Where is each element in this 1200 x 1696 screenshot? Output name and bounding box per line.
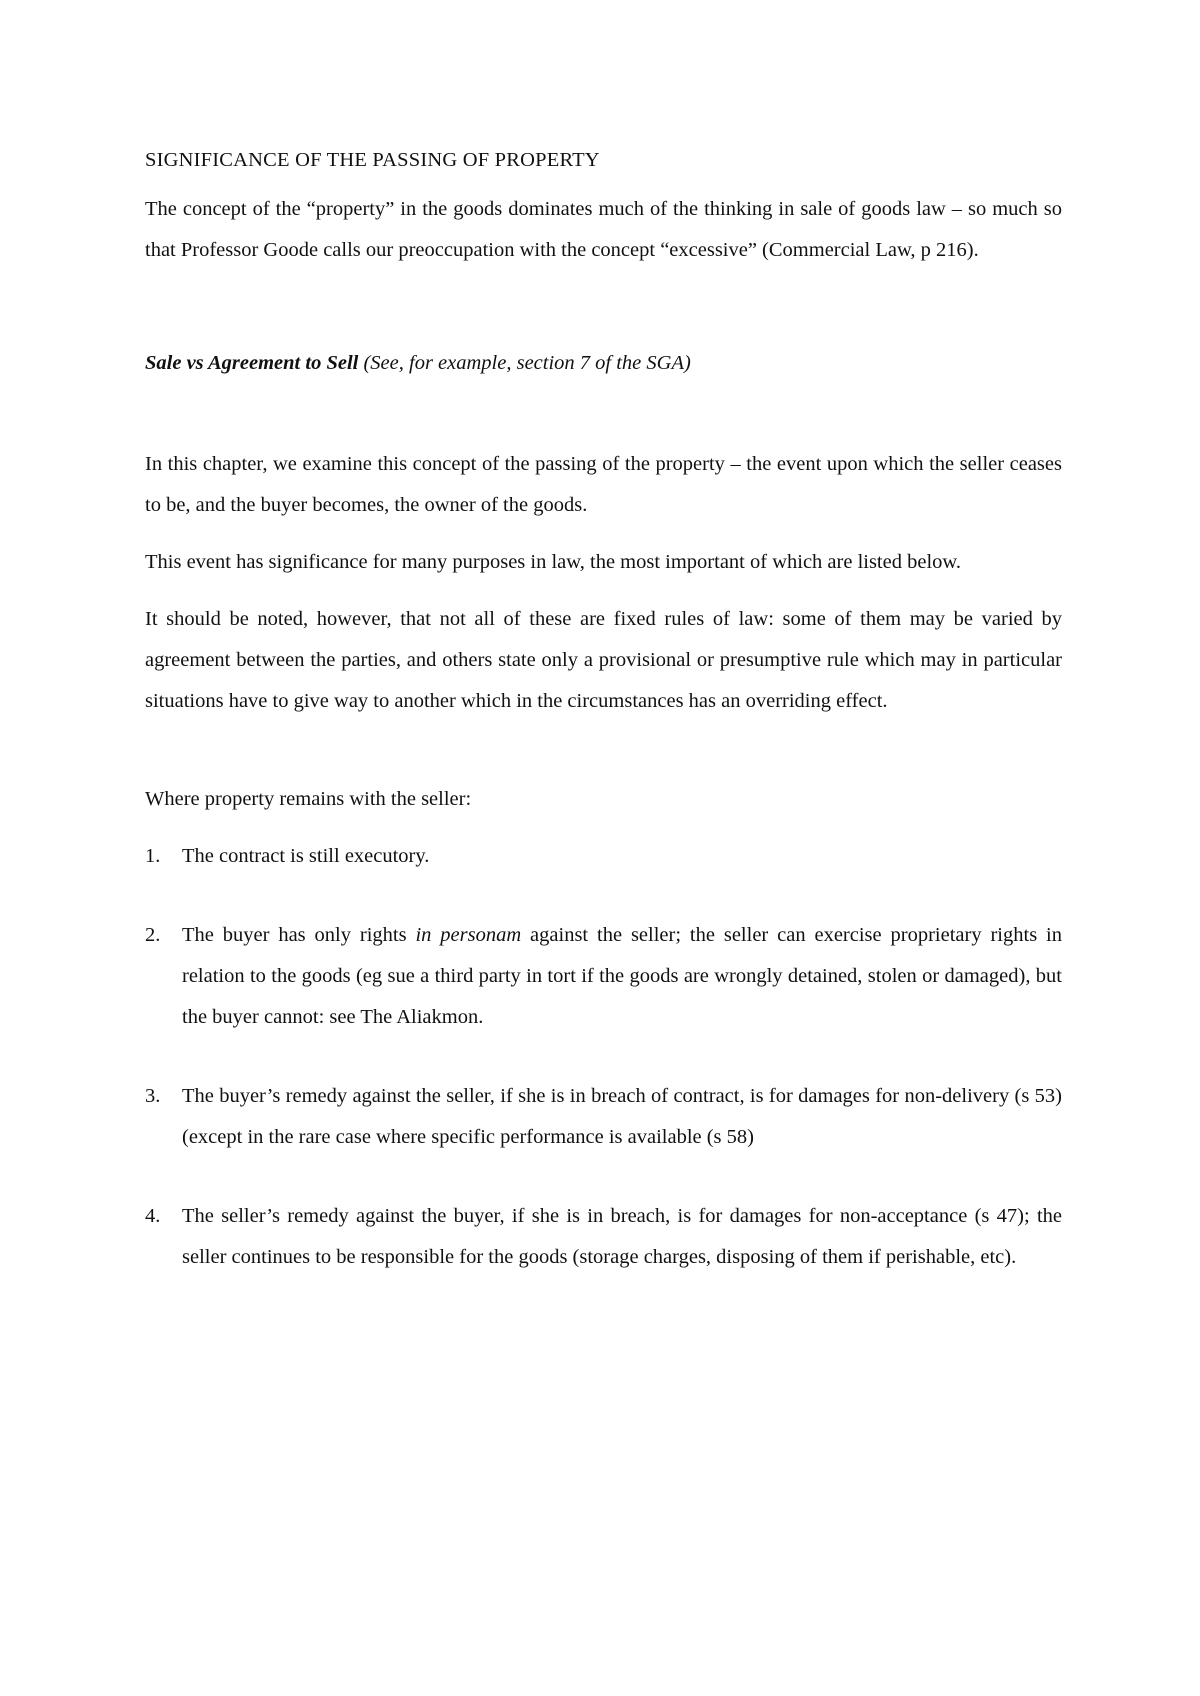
subheading-note: (See, for example, section 7 of the SGA) (358, 352, 691, 374)
list-item-text-start: The buyer has only rights (182, 924, 416, 946)
list-item-number: 4. (145, 1205, 161, 1227)
list-item (145, 1196, 1062, 1278)
list-item-number: 1. (145, 845, 161, 867)
list-item-text-end: against the seller; the seller can exercise proprietary rights in relation to the goods (eg sue a third party in tort if the goods are wrongly detained, stolen or damaged), but the buyer cannot: see The Aliakmon. (182, 924, 1062, 1028)
list-item-text: The buyer’s remedy against the seller, if she is in breach of contract, is for damages for non-delivery (s 53) (except in the rare case where specific performance is available (s 58) (182, 1085, 1062, 1148)
body-paragraph-3: It should be noted, however, that not all of these are fixed rules of law: some of them may be varied by agreement between the parties, and others state only a provisional or presumptive rule which may in particular situations have to give way to another which in the circumstances has an overriding effect. (145, 608, 1062, 712)
body-paragraph-2: This event has significance for many purposes in law, the most important of which are listed below. (145, 551, 961, 573)
list-item-text: The contract is still executory. (182, 845, 430, 867)
list-item-number: 2. (145, 924, 161, 946)
list-item (145, 836, 1062, 877)
list-item (145, 915, 1062, 1038)
list-item-number: 3. (145, 1085, 161, 1107)
body-paragraph-1: In this chapter, we examine this concept of the passing of the property – the event upon which the seller ceases to be, and the buyer becomes, the owner of the goods. (145, 453, 1062, 516)
numbered-list (145, 836, 1062, 1278)
list-item (145, 1076, 1062, 1158)
intro-paragraph: The concept of the “property” in the goods dominates much of the thinking in sale of goods law – so much so that Professor Goode calls our preoccupation with the concept “excessive” (Commercial Law, p 216). (145, 198, 1062, 261)
list-item-text: The seller’s remedy against the buyer, if she is in breach, is for damages for non-acceptance (s 47); the seller continues to be responsible for the goods (storage charges, disposing of them if perishable, etc). (182, 1205, 1062, 1268)
document-title: SIGNIFICANCE OF THE PASSING OF PROPERTY (145, 149, 600, 171)
list-intro: Where property remains with the seller: (145, 788, 472, 810)
section-subheading (145, 343, 1062, 384)
list-item-latin-term: in personam (415, 924, 522, 946)
subheading-main: Sale vs Agreement to Sell (145, 352, 359, 374)
